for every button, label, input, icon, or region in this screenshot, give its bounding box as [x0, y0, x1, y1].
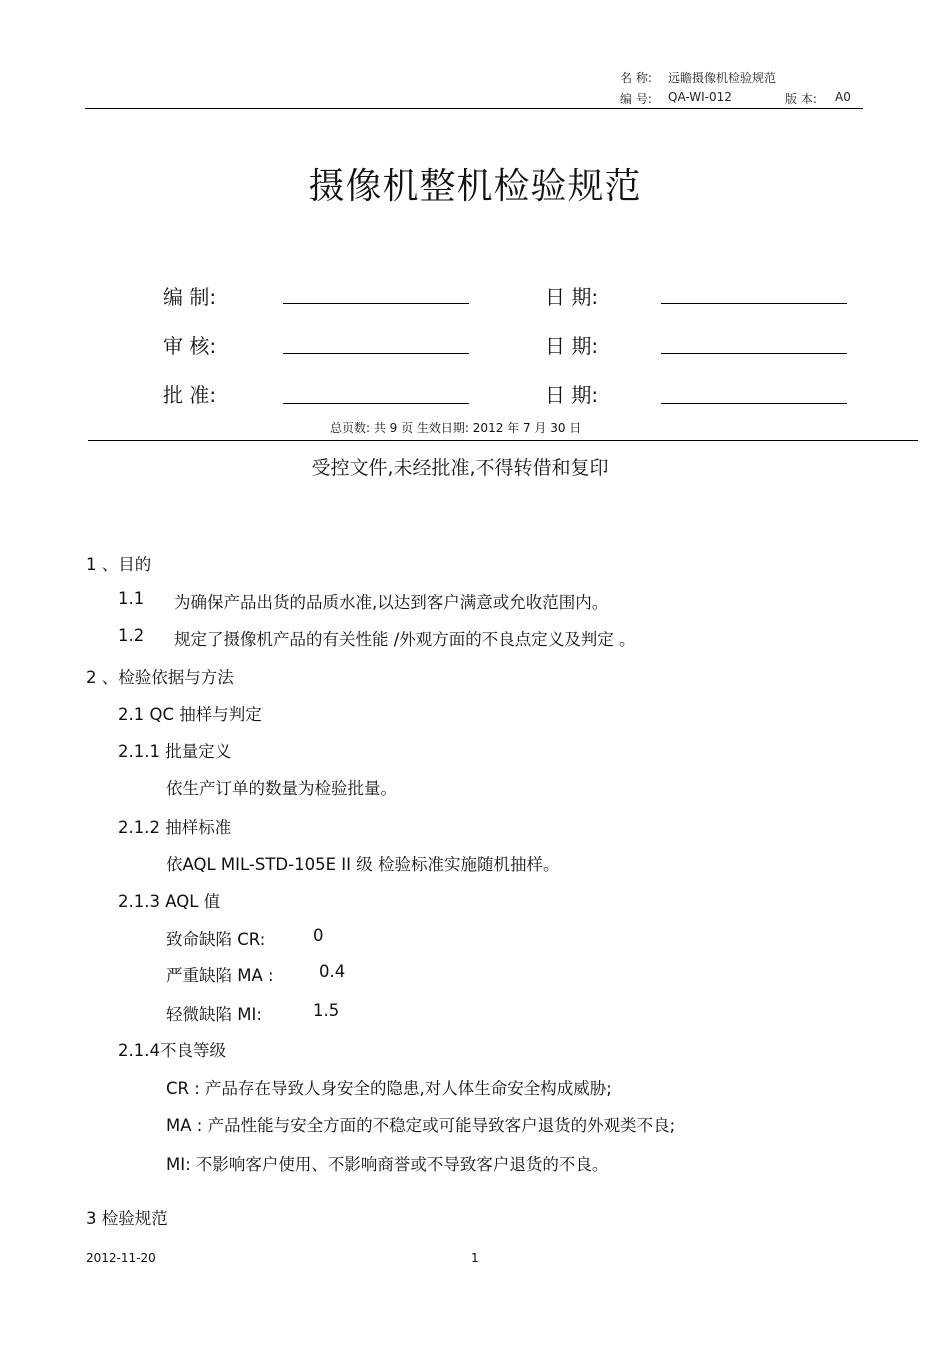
section-2-heading: 2 、检验依据与方法	[86, 668, 234, 687]
signoff-approve-date-line	[661, 403, 847, 404]
section-1-2-number: 1.2	[118, 626, 145, 645]
aql-minor-value: 1.5	[313, 1001, 340, 1020]
section-2-1-heading: 2.1 QC 抽样与判定	[118, 705, 262, 724]
signoff-compile-label: 编 制:	[163, 285, 217, 309]
signoff-compile-line	[283, 303, 469, 304]
header-version-value: A0	[835, 90, 851, 104]
header-number-label: 编 号:	[620, 92, 652, 106]
section-2-1-4-heading: 2.1.4不良等级	[118, 1041, 226, 1060]
section-2-1-3-heading: 2.1.3 AQL 值	[118, 892, 221, 911]
header-version-label: 版 本:	[785, 92, 817, 106]
aql-minor-label: 轻微缺陷 MI:	[166, 1005, 262, 1024]
signoff-review-line	[283, 353, 469, 354]
signoff-compile-date-line	[661, 303, 847, 304]
header-divider	[85, 108, 863, 109]
controlled-notice: 受控文件,未经批准,不得转借和复印	[311, 457, 609, 479]
meta-divider	[88, 440, 918, 441]
section-1-2-text: 规定了摄像机产品的有关性能 /外观方面的不良点定义及判定 。	[174, 630, 636, 649]
page-count-effective-date: 总页数: 共 9 页 生效日期: 2012 年 7 月 30 日	[330, 421, 582, 435]
signoff-review-label: 审 核:	[163, 334, 217, 358]
section-1-heading: 1 、目的	[86, 555, 152, 574]
signoff-approve-line	[283, 403, 469, 404]
signoff-compile-date-label: 日 期:	[545, 285, 599, 309]
section-2-1-2-text: 依AQL MIL-STD-105E II 级 检验标准实施随机抽样。	[166, 855, 560, 874]
aql-critical-value: 0	[313, 926, 324, 945]
section-2-1-1-text: 依生产订单的数量为检验批量。	[166, 779, 397, 798]
section-2-1-1-heading: 2.1.1 批量定义	[118, 742, 232, 761]
aql-major-value: 0.4	[319, 962, 346, 981]
section-1-1-number: 1.1	[118, 589, 145, 608]
aql-major-label: 严重缺陷 MA :	[166, 966, 274, 985]
signoff-approve-label: 批 准:	[163, 383, 217, 407]
section-1-1-text: 为确保产品出货的品质水准,以达到客户满意或允收范围内。	[174, 593, 609, 612]
section-2-1-2-heading: 2.1.2 抽样标准	[118, 818, 232, 837]
header-name-value: 远瞻摄像机检验规范	[668, 71, 777, 85]
document-title: 摄像机整机检验规范	[308, 166, 642, 207]
section-3-heading: 3 检验规范	[86, 1209, 168, 1228]
header-name-label: 名 称:	[620, 71, 652, 85]
grade-major-definition: MA : 产品性能与安全方面的不稳定或可能导致客户退货的外观类不良;	[166, 1116, 676, 1135]
signoff-review-date-line	[661, 353, 847, 354]
header-number-value: QA-WI-012	[668, 90, 732, 104]
grade-critical-definition: CR : 产品存在导致人身安全的隐患,对人体生命安全构成威胁;	[166, 1079, 612, 1098]
signoff-review-date-label: 日 期:	[545, 334, 599, 358]
grade-minor-definition: MI: 不影响客户使用、不影响商誉或不导致客户退货的不良。	[166, 1155, 609, 1174]
aql-critical-label: 致命缺陷 CR:	[166, 930, 266, 949]
footer-page-number: 1	[471, 1251, 479, 1265]
signoff-approve-date-label: 日 期:	[545, 383, 599, 407]
footer-date: 2012-11-20	[86, 1251, 156, 1265]
